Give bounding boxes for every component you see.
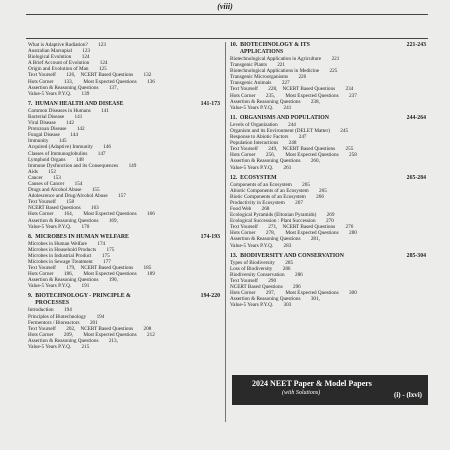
toc-entry: Immune Dysfunction and its Consequences 149 <box>28 162 137 169</box>
toc-entry: Types of Biodiversity 285 <box>230 259 294 266</box>
chapter-title: 10. BIOTECHNOLOGY & ITS APPLICATIONS <box>230 42 310 55</box>
toc-entry: Loss of Biodiversity 286 <box>230 265 291 272</box>
toc-entry: Immunity 145 <box>28 138 67 145</box>
banner-title: 2024 NEET Paper & Model Papers <box>252 379 372 388</box>
chapter-pages: 194-220 <box>200 293 220 300</box>
toc-entry: Assertion & Reasoning Questions 190, <box>28 277 118 284</box>
toc-entry: Classes of Immunoglobulins 147 <box>28 150 106 157</box>
toc-entry: Text Yourself 126, NCERT Based Questions 132 <box>28 72 152 79</box>
left-column <box>28 42 220 350</box>
toc-entry: Assertion & Reasoning Questions 169, <box>28 217 118 224</box>
toc-entry: Bacterial Disease 141 <box>28 113 83 120</box>
toc-entry: Transgenic Plants 221 <box>230 62 285 69</box>
chapter-title: 7. HUMAN HEALTH AND DISEASE <box>28 100 124 107</box>
toc-entry: Transgenic Animals 227 <box>230 80 290 87</box>
toc-entry: Response to Abiotic Factors 247 <box>230 134 307 141</box>
toc-entry: Drugs and Alcohol Abuse 155 <box>28 187 100 194</box>
chapter-pages: 285-304 <box>406 252 426 259</box>
top-rule <box>26 14 428 15</box>
toc-entry: Assertion & Reasoning Questions 238, <box>230 98 320 105</box>
toc-entry: Ecological Succession : Plant Succession 270 <box>230 218 334 225</box>
toc-entry: Acquired (Adaptive) Immunity 146 <box>28 144 111 151</box>
toc-entry: Hots Corner 133, Most Expected Questions 136 <box>28 78 155 85</box>
toc-entry: Biotechnological Applications in Medicine 225 <box>230 68 338 75</box>
chapter-title: 8. MICROBES IN HUMAN WELFARE <box>28 233 129 240</box>
toc-entry: Assertion & Reasoning Questions 301, <box>230 296 320 303</box>
toc-entry: NCERT Based Questions 163 <box>28 205 99 212</box>
toc-entry: Hots Corner 297, Most Expected Questions 300 <box>230 290 357 297</box>
toc-entry: Causes of Cancer 154 <box>28 180 83 187</box>
toc-entry: Cancer 153 <box>28 174 61 181</box>
chapter-heading <box>28 101 220 108</box>
toc-entry: Ecological Pyramids (Eltonian Pyramids) 269 <box>230 212 335 219</box>
right-column <box>230 42 426 308</box>
toc-entry: Hots Corner 235, Most Expected Questions 237 <box>230 92 357 99</box>
chapter-pages: 174-193 <box>200 233 220 240</box>
toc-entry: Components of an Ecosystem 265 <box>230 181 310 188</box>
chapter-pages: 141-173 <box>200 100 220 107</box>
toc-entry: Value-5 Years P.Y.Q. 191 <box>28 283 90 290</box>
neet-papers-banner <box>232 375 428 405</box>
toc-entry: Value-5 Years P.Y.Q. 215 <box>28 344 90 351</box>
chapter-heading <box>230 115 426 122</box>
toc-entry: Value-5 Years P.Y.Q. 241 <box>230 104 292 111</box>
toc-entry: Transgenic Microorganisms 226 <box>230 74 307 81</box>
toc-entry: Introduction 194 <box>28 307 72 314</box>
toc-entry: Text Yourself 158 <box>28 199 75 206</box>
toc-entry: Microbes in Human Welfare 174 <box>28 240 106 247</box>
toc-entry: Hots Corner 186, Most Expected Questions 189 <box>28 271 155 278</box>
toc-entry: Aids 152 <box>28 168 56 175</box>
toc-entry: Adolescence and Drug/Alcohol Abuse 157 <box>28 193 126 200</box>
toc-entry: Microbes in Sewage Treatment 177 <box>28 259 111 265</box>
toc-entry: Fungal Disease 144 <box>28 132 78 139</box>
chapter-pages: 221-243 <box>406 42 426 48</box>
toc-entry: Biodiversity Conservation 286 <box>230 271 303 278</box>
toc-entry: Principles of Biotechnology 194 <box>28 313 105 320</box>
toc-entry: Value-5 Years P.Y.Q. 283 <box>230 242 292 249</box>
toc-entry: Assertion & Reasoning Questions 260, <box>230 158 320 165</box>
toc-entry: Fermentors / Bioreactors 201 <box>28 319 98 326</box>
toc-entry: Hots Corner 256, Most Expected Questions 258 <box>230 152 357 159</box>
column-divider <box>225 42 226 422</box>
toc-entry: Text Yourself 271, NCERT Based Questions 276 <box>230 224 354 231</box>
toc-entry: Levels of Organization 244 <box>230 121 296 128</box>
toc-entry: Text Yourself 202, NCERT Based Questions 208 <box>28 325 152 332</box>
toc-entry: Hots Corner 278, Most Expected Questions 280 <box>230 230 357 237</box>
toc-entry: Assertion & Reasoning Questions 137, <box>28 84 118 91</box>
toc-entry: Biotic Components of an Ecosystem 266 <box>230 193 324 200</box>
toc-entry: Microbes in Industrial Product 175 <box>28 252 110 259</box>
toc-entry: A Brief Account of Evolution 124 <box>28 60 108 67</box>
toc-entry: Biotechnological Application in Agriculture 221 <box>230 56 340 62</box>
chapter-title: 9. BIOTECHNOLOGY - PRINCIPLE & PROCESSES <box>28 293 131 307</box>
header-rule <box>26 38 428 39</box>
toc-entry: Text Yourself 290 <box>230 277 277 284</box>
chapter-heading <box>28 234 220 241</box>
page-number: (viii) <box>217 2 233 11</box>
toc-entry: Value-5 Years P.Y.Q. 303 <box>230 302 292 309</box>
toc-entry: Text Yourself 249, NCERT Based Questions 255 <box>230 146 354 153</box>
chapter-pages: 265-284 <box>406 174 426 181</box>
chapter-heading <box>230 175 426 182</box>
toc-entry: Food Web 268 <box>230 205 270 212</box>
toc-entry: Organism and its Environment (DELET Matter) 245 <box>230 127 349 134</box>
banner-page-range: (i) - (lxvi) <box>394 391 422 399</box>
chapter-title: 12. ECOSYSTEM <box>230 174 277 181</box>
toc-entry: Assertion & Reasoning Questions 213, <box>28 337 118 344</box>
toc-entry: Population Interactions 248 <box>230 140 297 147</box>
chapter-title: 11. ORGANISMS AND POPULATION <box>230 114 329 121</box>
toc-entry: Viral Disease 142 <box>28 120 74 127</box>
chapter-heading <box>230 42 426 56</box>
toc-entry: Origin and Evolution of Man 125 <box>28 66 107 73</box>
toc-entry: Value-5 Years P.Y.Q. 139 <box>28 90 90 97</box>
chapter-pages: 244-264 <box>406 114 426 121</box>
chapter-heading <box>28 293 220 307</box>
toc-entry: Productivity in Ecosystem 267 <box>230 199 303 206</box>
toc-entry: Text Yourself 179, NCERT Based Questions 185 <box>28 265 152 272</box>
toc-entry: Microbes in Household Products 175 <box>28 246 115 253</box>
toc-entry: Assertion & Reasoning Questions 281, <box>230 236 320 243</box>
toc-entry: Value-5 Years P.Y.Q. 170 <box>28 223 90 230</box>
toc-entry: Protozoan Disease 142 <box>28 126 85 133</box>
toc-entry: What is Adaptive Radiation? 123 <box>28 42 106 48</box>
toc-entry: Value-5 Years P.Y.Q. 261 <box>230 164 292 171</box>
chapter-heading <box>230 253 426 260</box>
toc-entry: Text Yourself 228, NCERT Based Questions 234 <box>230 86 354 93</box>
toc-entry: Hots Corner 164, Most Expected Questions 166 <box>28 211 155 218</box>
toc-entry: Abiotic Components of an Ecosystem 265 <box>230 187 327 194</box>
toc-entry: Australian Marsupial 123 <box>28 48 91 55</box>
toc-entry: Common Diseases in Humans 141 <box>28 107 109 114</box>
banner-subtitle: (with Solutions) <box>282 390 321 396</box>
toc-entry: Biological Evolution 124 <box>28 54 90 61</box>
chapter-title: 13. BIODIVERSITY AND CONSERVATION <box>230 252 344 259</box>
toc-entry: Hots Corner 209, Most Expected Questions 212 <box>28 331 155 338</box>
toc-entry: Lymphoid Organs 148 <box>28 156 84 163</box>
toc-entry: NCERT Based Questions 296 <box>230 284 301 290</box>
